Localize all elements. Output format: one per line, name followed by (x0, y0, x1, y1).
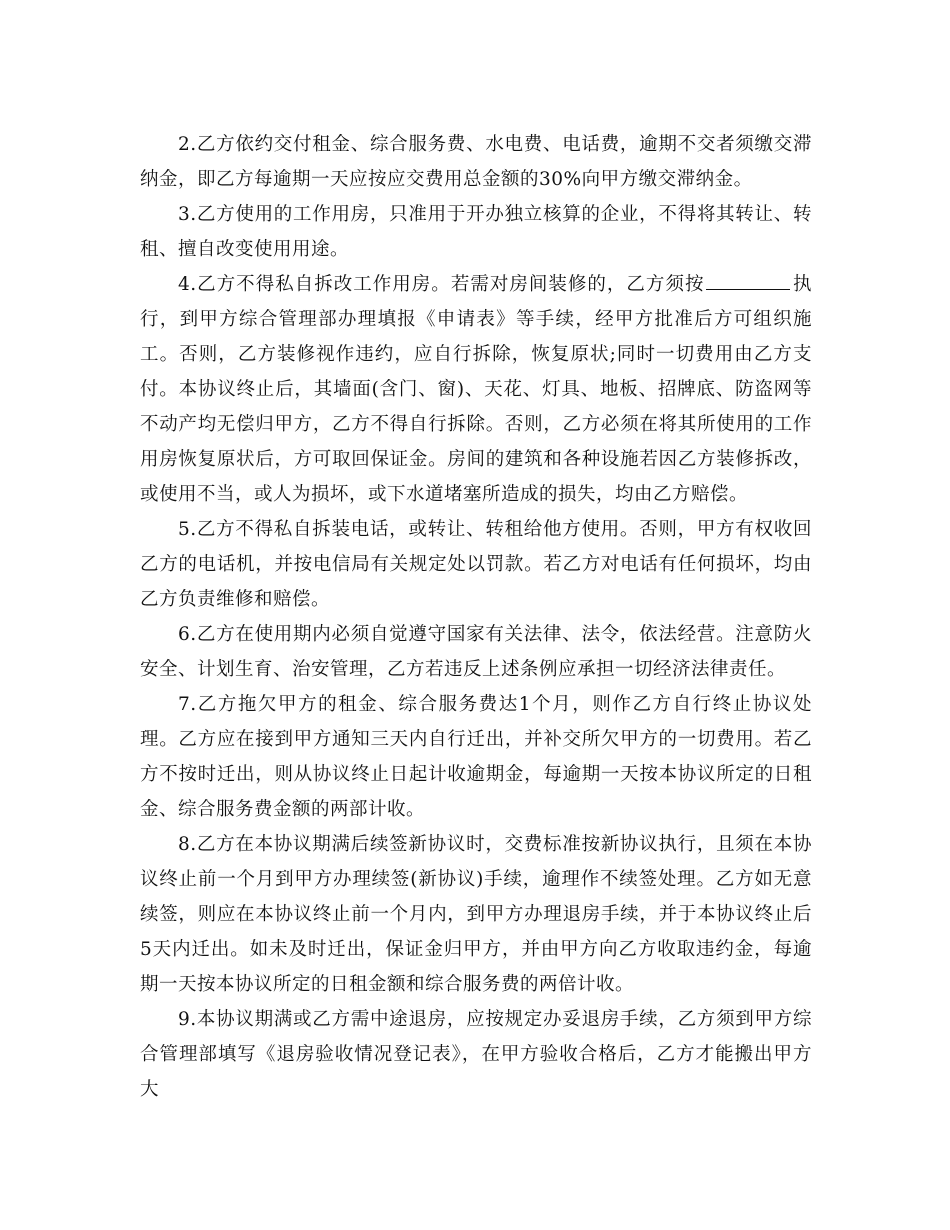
clause-9-text: 9.本协议期满或乙方需中途退房，应按规定办妥退房手续，乙方须到甲方综合管理部填写《退房验收情况登记表》，在甲方验收合格后，乙方才能搬出甲方大 (140, 1009, 812, 1100)
fill-in-blank (706, 271, 790, 290)
clause-5 (140, 512, 812, 617)
clause-4-text-after-blank: 执行，到甲方综合管理部办理填报《申请表》等手续，经甲方批准后方可组织施工。否则，乙方装修视作违约，应自行拆除，恢复原状;同时一切费用由乙方支付。本协议终止后，其墙面(含门、窗)、天花、灯具、地板、招牌底、防盗网等不动产均无偿归甲方，乙方不得自行拆除。否则，乙方必须在将其所使用的工作用房恢复原状后，方可取回保证金。房间的建筑和各种设施若因乙方装修拆改，或使用不当，或人为损坏，或下水道堵塞所造成的损失，均由乙方赔偿。 (140, 274, 812, 505)
clause-4-text-before-blank: 4.乙方不得私自拆改工作用房。若需对房间装修的，乙方须按 (178, 274, 705, 295)
clause-9 (140, 1002, 812, 1107)
clause-2-text: 2.乙方依约交付租金、综合服务费、水电费、电话费，逾期不交者须缴交滞纳金，即乙方每逾期一天应按应交费用总金额的30%向甲方缴交滞纳金。 (140, 134, 812, 190)
clause-8-text: 8.乙方在本协议期满后续签新协议时，交费标准按新协议执行，且须在本协议终止前一个月到甲方办理续签(新协议)手续，逾理作不续签处理。乙方如无意续签，则应在本协议终止前一个月内，到甲方办理退房手续，并于本协议终止后5天内迁出。如未及时迁出，保证金归甲方，并由甲方向乙方收取违约金，每逾期一天按本协议所定的日租金额和综合服务费的两倍计收。 (140, 834, 812, 995)
clause-2 (140, 127, 812, 197)
clause-8 (140, 827, 812, 1002)
clause-3 (140, 197, 812, 267)
clause-4 (140, 267, 812, 512)
document-body (140, 127, 812, 1107)
clause-6-text: 6.乙方在使用期内必须自觉遵守国家有关法律、法令，依法经营。注意防火安全、计划生育、治安管理，乙方若违反上述条例应承担一切经济法律责任。 (140, 624, 812, 680)
clause-5-text: 5.乙方不得私自拆装电话，或转让、转租给他方使用。否则，甲方有权收回乙方的电话机，并按电信局有关规定处以罚款。若乙方对电话有任何损坏，均由乙方负责维修和赔偿。 (140, 519, 812, 610)
clause-7-text: 7.乙方拖欠甲方的租金、综合服务费达1个月，则作乙方自行终止协议处理。乙方应在接到甲方通知三天内自行迁出，并补交所欠甲方的一切费用。若乙方不按时迁出，则从协议终止日起计收逾期金，每逾期一天按本协议所定的日租金、综合服务费金额的两部计收。 (140, 694, 812, 820)
clause-3-text: 3.乙方使用的工作用房，只准用于开办独立核算的企业，不得将其转让、转租、擅自改变使用用途。 (140, 204, 812, 260)
clause-7 (140, 687, 812, 827)
clause-6 (140, 617, 812, 687)
